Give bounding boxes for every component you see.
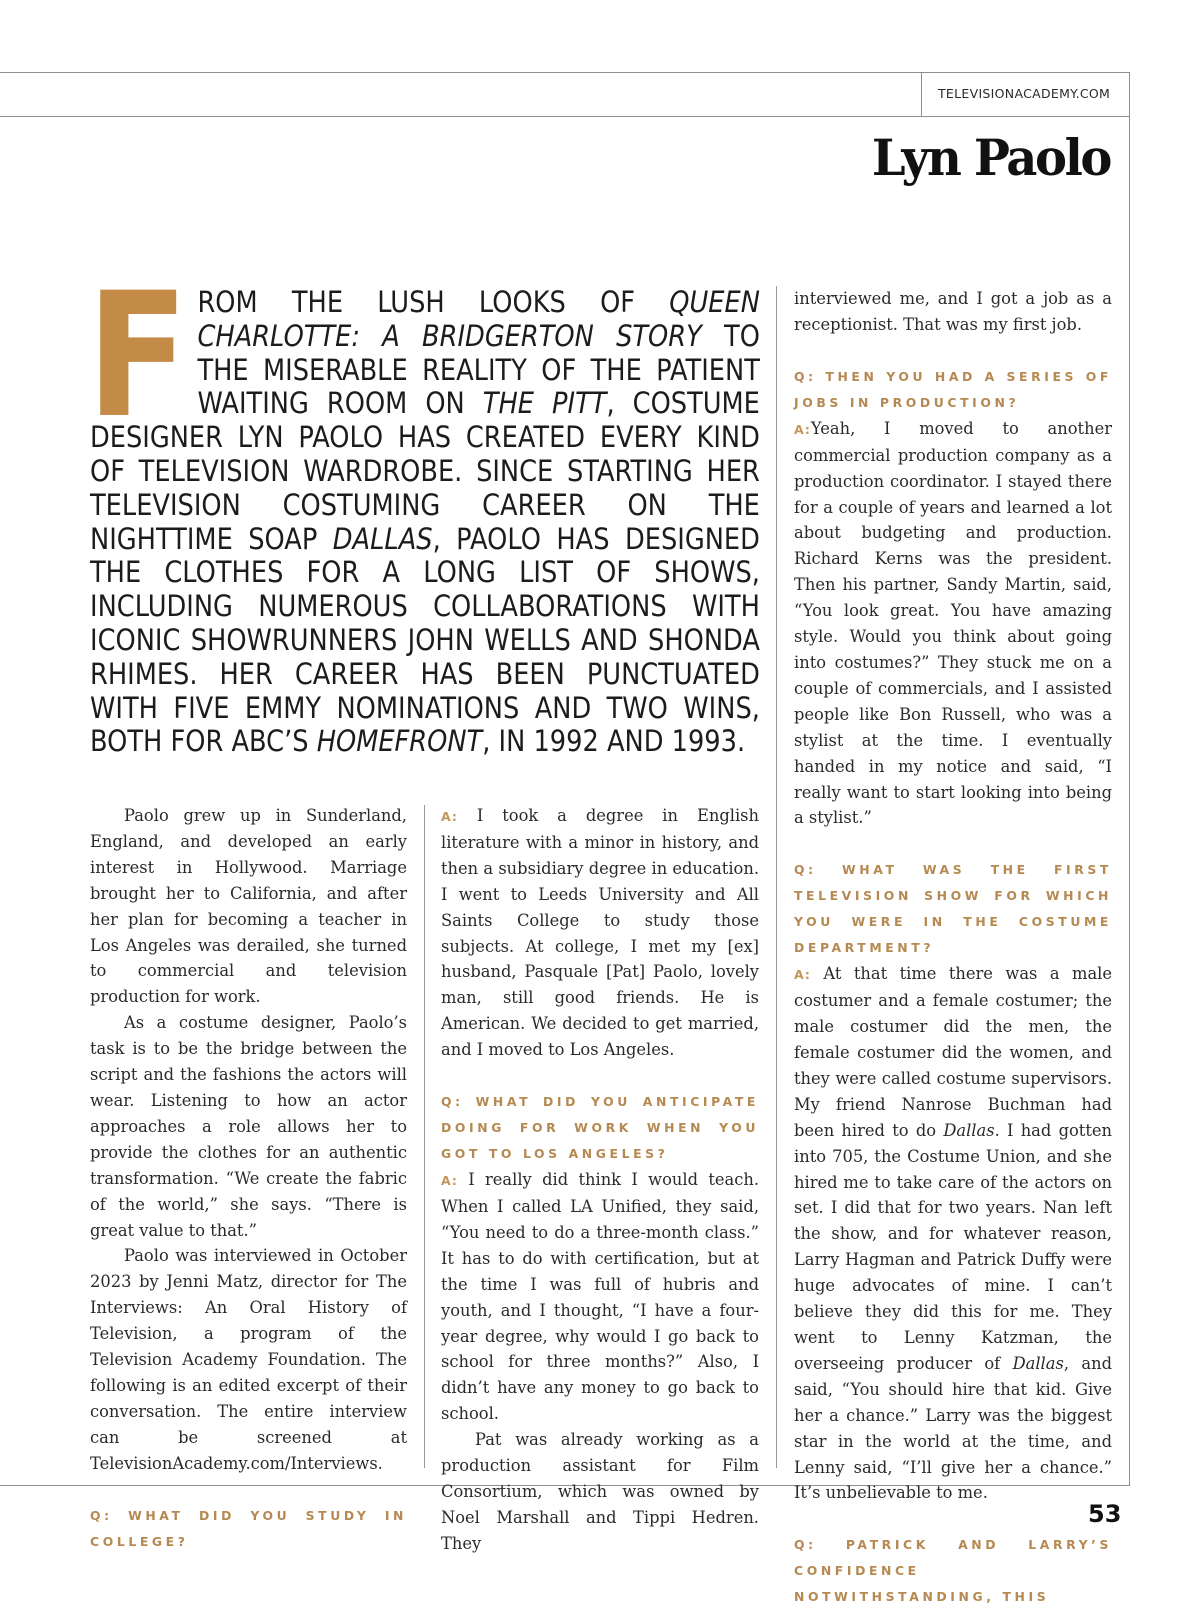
page-frame-right-rule <box>1129 72 1130 1485</box>
body-paragraph: Paolo was interviewed in October 2023 by Jenni Matz, director for The Interviews: An Oral History of Television, a program of the Television Academy Foundation. The following is an edited excerpt of their conversation. The entire interview can be screened at TelevisionAcademy.com/Interviews. <box>90 1246 407 1473</box>
page-title: Lyn Paolo <box>871 128 1110 187</box>
page-number: 53 <box>1088 1500 1122 1528</box>
answer-text: , and said, “You should hire that kid. Give her a chance.” Larry was the biggest star in the world at the time, and Lenny said, “I’ll give her a chance.” It’s unbelievable to me. <box>794 1353 1112 1503</box>
answer-label: A: <box>794 421 811 437</box>
interview-answer <box>794 961 1112 1506</box>
interview-question: Q: WHAT DID YOU STUDY IN COLLEGE? <box>90 1507 407 1549</box>
answer-label: A: <box>441 809 458 824</box>
answer-text: I really did think I would teach. When I called LA Unified, they said, “You need to do a three-month class.” It has to do with certification, but at the time I was full of hubris and youth, and I thought, “I have a four-year degree, why would I go back to school for three months?” Also, I didn’t have any money to go back to school. <box>441 1170 759 1424</box>
article-column-3 <box>794 286 1112 1610</box>
intro-text: ROM THE LUSH LOOKS OF <box>197 285 670 319</box>
show-title: Dallas <box>943 1120 995 1140</box>
column-rule <box>776 286 777 1468</box>
intro-deck <box>86 255 760 759</box>
intro-text: , PAOLO HAS DESIGNED THE CLOTHES FOR A LONG LIST OF SHOWS, INCLUDING NUMEROUS COLLABORATIONS WITH ICONIC SHOWRUNNERS JOHN WELLS AND SHONDA RHIMES. HER CAREER HAS BEEN PUNCTUATED WITH FIVE EMMY NOMINATIONS AND TWO WINS, BOTH FOR ABC’S <box>90 521 760 759</box>
answer-text: At that time there was a male costumer and a female costumer; the male costumer did the men, the female costumer did the women, and they were called costume supervisors. My friend Nanrose Buchman had been hired to do <box>794 964 1112 1140</box>
header-top-rule <box>0 72 1130 73</box>
show-title: Dallas <box>1012 1353 1064 1373</box>
interview-question: Q: WHAT WAS THE FIRST TELEVISION SHOW FOR WHICH YOU WERE IN THE COSTUME DEPARTMENT? <box>794 862 1112 956</box>
article-column-2 <box>441 803 759 1557</box>
drop-cap: F <box>86 255 189 456</box>
answer-text: . I had gotten into 705, the Costume Union, and she hired me to take care of the actors on set. I did that for two years. Nan left the show, and for whatever reason, Larry Hagman and Patrick Duffy were huge advocates of mine. I can’t believe they did this for me. They went to Lenny Katzman, the overseeing producer of <box>794 1120 1113 1373</box>
interview-answer <box>794 416 1112 832</box>
show-title: QUEEN CHARLOTTE: A BRIDGERTON STORY <box>197 285 760 353</box>
show-title: HOMEFRONT <box>316 724 483 759</box>
interview-question: Q: THEN YOU HAD A SERIES OF JOBS IN PRODUCTION? <box>794 368 1112 410</box>
header-divider <box>921 72 922 116</box>
body-paragraph: Paolo grew up in Sunderland, England, and developed an early interest in Hollywood. Marriage brought her to California, and after her plan for becoming a teacher in Los Angeles was derailed, she turned to commercial and television production for work. <box>90 806 407 1007</box>
body-paragraph: Pat was already working as a production assistant for Film Consortium, which was owned by Noel Marshall and Tippi Hedren. They <box>441 1430 759 1553</box>
answer-text: I took a degree in English literature with a minor in history, and then a subsidiary degree in education. I went to Leeds University and All Saints College to study those subjects. At college, I met my [ex] husband, Pasquale [Pat] Paolo, lovely man, still good friends. He is American. We decided to get married, and I moved to Los Angeles. <box>441 806 759 1060</box>
interview-question: Q: WHAT DID YOU ANTICIPATE DOING FOR WORK WHEN YOU GOT TO LOS ANGELES? <box>441 1094 759 1162</box>
show-title: THE PITT <box>482 386 607 421</box>
intro-text: TO THE MISERABLE REALITY OF THE PATIENT WAITING ROOM ON <box>197 318 760 421</box>
interview-question: Q: PATRICK AND LARRY’S CONFIDENCE NOTWITHSTANDING, THIS <box>794 1537 1112 1605</box>
article-column-1 <box>90 803 407 1555</box>
body-paragraph: As a costume designer, Paolo’s task is to be the bridge between the script and the fashions the actors will wear. Listening to how an actor approaches a role allows her to provide the clothes for an authentic transformation. “We create the fabric of the world,” she says. “There is great value to that.” <box>90 1013 407 1240</box>
intro-text: , IN 1992 AND 1993. <box>482 724 746 759</box>
body-paragraph: interviewed me, and I got a job as a receptionist. That was my first job. <box>794 289 1112 334</box>
answer-label: A: <box>441 1173 458 1189</box>
interview-answer <box>441 803 759 1063</box>
header-bottom-rule <box>0 116 1130 117</box>
interview-answer <box>441 1167 759 1427</box>
intro-text: , COSTUME DESIGNER LYN PAOLO HAS CREATED EVERY KIND OF TELEVISION WARDROBE. SINCE STARTING HER TELEVISION COSTUMING CAREER ON THE NIGHTTIME SOAP <box>90 386 760 556</box>
answer-label: A: <box>794 967 811 983</box>
show-title: DALLAS <box>332 521 433 556</box>
answer-text: Yeah, I moved to another commercial production company as a production coordinator. I stayed there for a couple of years and learned a lot about budgeting and production. Richard Kerns was the president. Then his partner, Sandy Martin, said, “You look great. You have amazing style. Would you think about going into costumes?” They stuck me on a couple of commercials, and I assisted people like Bon Russell, who was a stylist at the time. I eventually handed in my notice and said, “I really want to start looking into being a stylist.” <box>794 418 1112 828</box>
column-rule <box>424 805 425 1468</box>
site-url: TELEVISIONACADEMY.COM <box>938 86 1111 101</box>
